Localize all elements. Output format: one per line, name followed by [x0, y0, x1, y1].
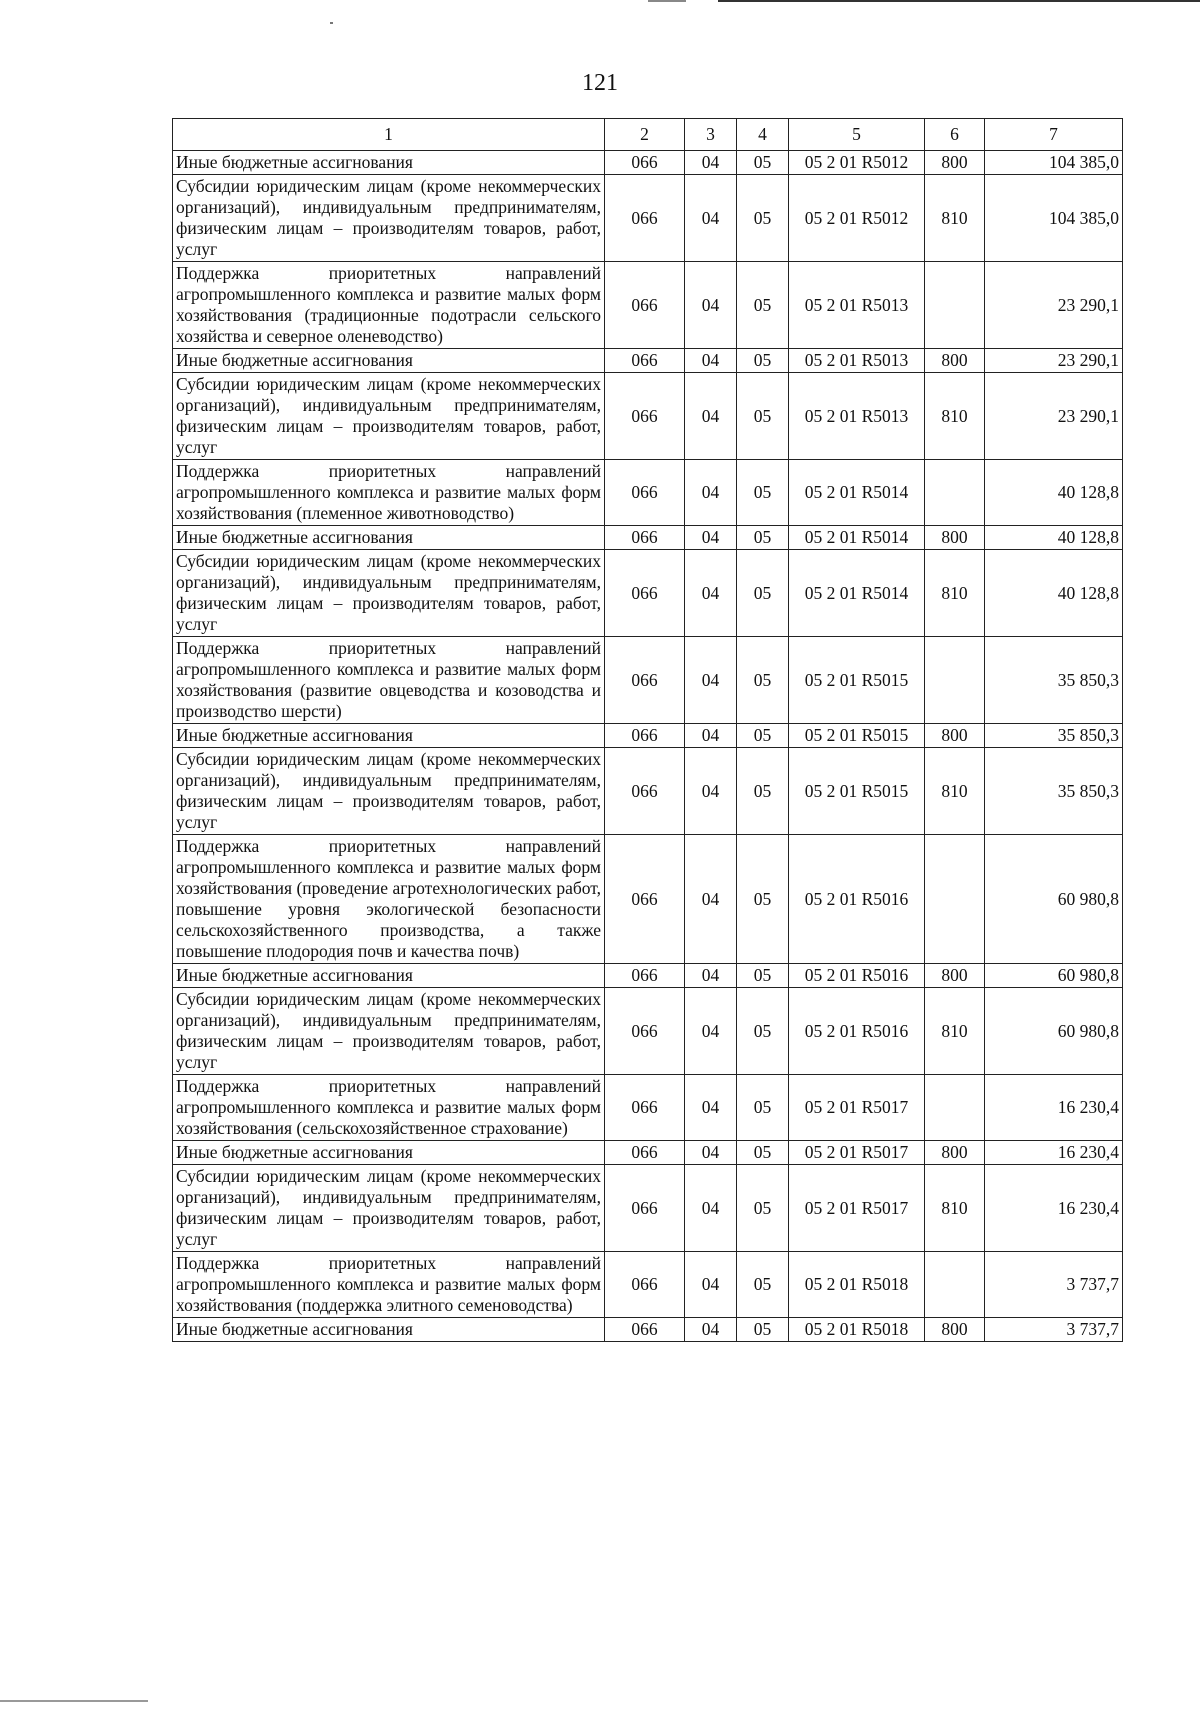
col-header-subsection: 4: [737, 119, 789, 151]
col-header-expense-type: 6: [925, 119, 985, 151]
target-article-cell: 05 2 01 R5017: [789, 1141, 925, 1165]
col-header-target-article: 5: [789, 119, 925, 151]
row-name-cell: Иные бюджетные ассигнования: [173, 724, 605, 748]
table-row: [173, 835, 1123, 964]
target-article-cell: 05 2 01 R5012: [789, 151, 925, 175]
section-cell: 04: [685, 460, 737, 526]
table-row: [173, 460, 1123, 526]
table-row: [173, 1252, 1123, 1318]
ministry-code-cell: 066: [605, 151, 685, 175]
expense-type-cell: 800: [925, 724, 985, 748]
section-cell: 04: [685, 175, 737, 262]
target-article-cell: 05 2 01 R5013: [789, 373, 925, 460]
amount-cell: 60 980,8: [985, 964, 1123, 988]
ministry-code-cell: 066: [605, 1075, 685, 1141]
expense-type-cell: 810: [925, 748, 985, 835]
target-article-cell: 05 2 01 R5017: [789, 1075, 925, 1141]
section-cell: 04: [685, 262, 737, 349]
row-name-cell: Поддержка приоритетных направлений агропромышленного комплекса и развитие малых форм хозяйствования (поддержка элитного семеноводства): [173, 1252, 605, 1318]
target-article-cell: 05 2 01 R5014: [789, 526, 925, 550]
row-name-cell: Поддержка приоритетных направлений агропромышленного комплекса и развитие малых форм хозяйствования (сельскохозяйственное страхование): [173, 1075, 605, 1141]
subsection-cell: 05: [737, 1075, 789, 1141]
row-name-cell: Субсидии юридическим лицам (кроме некоммерческих организаций), индивидуальным предпринимателям, физическим лицам – производителям товаров, работ, услуг: [173, 373, 605, 460]
table-row: [173, 1165, 1123, 1252]
ministry-code-cell: 066: [605, 1165, 685, 1252]
section-cell: 04: [685, 1252, 737, 1318]
col-header-section: 3: [685, 119, 737, 151]
target-article-cell: 05 2 01 R5015: [789, 724, 925, 748]
col-header-amount: 7: [985, 119, 1123, 151]
section-cell: 04: [685, 349, 737, 373]
row-name-cell: Поддержка приоритетных направлений агропромышленного комплекса и развитие малых форм хозяйствования (племенное животноводство): [173, 460, 605, 526]
row-name-cell: Субсидии юридическим лицам (кроме некоммерческих организаций), индивидуальным предпринимателям, физическим лицам – производителям товаров, работ, услуг: [173, 175, 605, 262]
table-row: [173, 724, 1123, 748]
row-name-cell: Иные бюджетные ассигнования: [173, 1318, 605, 1342]
ministry-code-cell: 066: [605, 724, 685, 748]
ministry-code-cell: 066: [605, 175, 685, 262]
subsection-cell: 05: [737, 1318, 789, 1342]
amount-cell: 3 737,7: [985, 1252, 1123, 1318]
expense-type-cell: 800: [925, 964, 985, 988]
table-row: [173, 748, 1123, 835]
expense-type-cell: 800: [925, 349, 985, 373]
expense-type-cell: 810: [925, 373, 985, 460]
row-name-cell: Поддержка приоритетных направлений агропромышленного комплекса и развитие малых форм хозяйствования (традиционные подотрасли сельского хозяйства и северное оленеводство): [173, 262, 605, 349]
scan-edge-line: [0, 1700, 148, 1702]
expense-type-cell: [925, 835, 985, 964]
target-article-cell: 05 2 01 R5013: [789, 262, 925, 349]
section-cell: 04: [685, 373, 737, 460]
expense-type-cell: 810: [925, 1165, 985, 1252]
target-article-cell: 05 2 01 R5016: [789, 835, 925, 964]
subsection-cell: 05: [737, 964, 789, 988]
row-name-cell: Субсидии юридическим лицам (кроме некоммерческих организаций), индивидуальным предпринимателям, физическим лицам – производителям товаров, работ, услуг: [173, 1165, 605, 1252]
target-article-cell: 05 2 01 R5017: [789, 1165, 925, 1252]
target-article-cell: 05 2 01 R5014: [789, 550, 925, 637]
target-article-cell: 05 2 01 R5015: [789, 748, 925, 835]
section-cell: 04: [685, 1165, 737, 1252]
amount-cell: 23 290,1: [985, 349, 1123, 373]
subsection-cell: 05: [737, 748, 789, 835]
subsection-cell: 05: [737, 460, 789, 526]
subsection-cell: 05: [737, 637, 789, 724]
expense-type-cell: [925, 637, 985, 724]
expense-type-cell: 800: [925, 151, 985, 175]
table-row: [173, 262, 1123, 349]
section-cell: 04: [685, 550, 737, 637]
target-article-cell: 05 2 01 R5016: [789, 964, 925, 988]
subsection-cell: 05: [737, 175, 789, 262]
budget-table: [172, 118, 1123, 1342]
ministry-code-cell: 066: [605, 1141, 685, 1165]
page-number: 121: [582, 70, 618, 96]
row-name-cell: Иные бюджетные ассигнования: [173, 349, 605, 373]
target-article-cell: 05 2 01 R5014: [789, 460, 925, 526]
amount-cell: 23 290,1: [985, 373, 1123, 460]
ministry-code-cell: 066: [605, 1252, 685, 1318]
row-name-cell: Иные бюджетные ассигнования: [173, 526, 605, 550]
ministry-code-cell: 066: [605, 988, 685, 1075]
amount-cell: 104 385,0: [985, 175, 1123, 262]
target-article-cell: 05 2 01 R5013: [789, 349, 925, 373]
row-name-cell: Субсидии юридическим лицам (кроме некоммерческих организаций), индивидуальным предпринимателям, физическим лицам – производителям товаров, работ, услуг: [173, 748, 605, 835]
header-row: [173, 119, 1123, 151]
expense-type-cell: 800: [925, 526, 985, 550]
amount-cell: 16 230,4: [985, 1141, 1123, 1165]
ministry-code-cell: 066: [605, 637, 685, 724]
target-article-cell: 05 2 01 R5018: [789, 1252, 925, 1318]
section-cell: 04: [685, 1075, 737, 1141]
row-name-cell: Субсидии юридическим лицам (кроме некоммерческих организаций), индивидуальным предпринимателям, физическим лицам – производителям товаров, работ, услуг: [173, 988, 605, 1075]
table-row: [173, 1141, 1123, 1165]
section-cell: 04: [685, 1318, 737, 1342]
amount-cell: 16 230,4: [985, 1165, 1123, 1252]
ministry-code-cell: 066: [605, 349, 685, 373]
table-body: [173, 151, 1123, 1342]
expense-type-cell: 810: [925, 988, 985, 1075]
section-cell: 04: [685, 724, 737, 748]
expense-type-cell: [925, 1075, 985, 1141]
table-row: [173, 1318, 1123, 1342]
target-article-cell: 05 2 01 R5016: [789, 988, 925, 1075]
subsection-cell: 05: [737, 151, 789, 175]
expense-type-cell: [925, 1252, 985, 1318]
expense-type-cell: 810: [925, 550, 985, 637]
subsection-cell: 05: [737, 724, 789, 748]
row-name-cell: Поддержка приоритетных направлений агропромышленного комплекса и развитие малых форм хозяйствования (проведение агротехнологических работ, повышение уровня экологической безопасности сельскохозяйственного производства, а также повышение плодородия почв и качества почв): [173, 835, 605, 964]
scan-edge-line: [718, 0, 1200, 2]
table-row: [173, 349, 1123, 373]
subsection-cell: 05: [737, 349, 789, 373]
scan-speck: [330, 22, 333, 24]
subsection-cell: 05: [737, 1252, 789, 1318]
amount-cell: 16 230,4: [985, 1075, 1123, 1141]
expense-type-cell: 800: [925, 1318, 985, 1342]
table-row: [173, 373, 1123, 460]
row-name-cell: Субсидии юридическим лицам (кроме некоммерческих организаций), индивидуальным предпринимателям, физическим лицам – производителям товаров, работ, услуг: [173, 550, 605, 637]
expense-type-cell: [925, 460, 985, 526]
section-cell: 04: [685, 1141, 737, 1165]
section-cell: 04: [685, 637, 737, 724]
amount-cell: 35 850,3: [985, 637, 1123, 724]
section-cell: 04: [685, 835, 737, 964]
amount-cell: 40 128,8: [985, 550, 1123, 637]
section-cell: 04: [685, 526, 737, 550]
amount-cell: 35 850,3: [985, 748, 1123, 835]
section-cell: 04: [685, 964, 737, 988]
table-row: [173, 964, 1123, 988]
ministry-code-cell: 066: [605, 460, 685, 526]
target-article-cell: 05 2 01 R5015: [789, 637, 925, 724]
table-row: [173, 637, 1123, 724]
table-row: [173, 175, 1123, 262]
ministry-code-cell: 066: [605, 550, 685, 637]
subsection-cell: 05: [737, 526, 789, 550]
target-article-cell: 05 2 01 R5012: [789, 175, 925, 262]
section-cell: 04: [685, 151, 737, 175]
col-header-name: 1: [173, 119, 605, 151]
ministry-code-cell: 066: [605, 748, 685, 835]
section-cell: 04: [685, 748, 737, 835]
amount-cell: 104 385,0: [985, 151, 1123, 175]
amount-cell: 23 290,1: [985, 262, 1123, 349]
ministry-code-cell: 066: [605, 526, 685, 550]
col-header-ministry: 2: [605, 119, 685, 151]
amount-cell: 40 128,8: [985, 460, 1123, 526]
row-name-cell: Поддержка приоритетных направлений агропромышленного комплекса и развитие малых форм хозяйствования (развитие овцеводства и козоводства и производство шерсти): [173, 637, 605, 724]
table-row: [173, 988, 1123, 1075]
subsection-cell: 05: [737, 1141, 789, 1165]
row-name-cell: Иные бюджетные ассигнования: [173, 964, 605, 988]
subsection-cell: 05: [737, 1165, 789, 1252]
subsection-cell: 05: [737, 550, 789, 637]
table-row: [173, 526, 1123, 550]
subsection-cell: 05: [737, 835, 789, 964]
table-row: [173, 550, 1123, 637]
expense-type-cell: [925, 262, 985, 349]
ministry-code-cell: 066: [605, 262, 685, 349]
table-row: [173, 151, 1123, 175]
ministry-code-cell: 066: [605, 835, 685, 964]
amount-cell: 35 850,3: [985, 724, 1123, 748]
expense-type-cell: 800: [925, 1141, 985, 1165]
amount-cell: 3 737,7: [985, 1318, 1123, 1342]
expense-type-cell: 810: [925, 175, 985, 262]
amount-cell: 40 128,8: [985, 526, 1123, 550]
subsection-cell: 05: [737, 988, 789, 1075]
target-article-cell: 05 2 01 R5018: [789, 1318, 925, 1342]
ministry-code-cell: 066: [605, 1318, 685, 1342]
table-row: [173, 1075, 1123, 1141]
amount-cell: 60 980,8: [985, 988, 1123, 1075]
section-cell: 04: [685, 988, 737, 1075]
subsection-cell: 05: [737, 373, 789, 460]
subsection-cell: 05: [737, 262, 789, 349]
ministry-code-cell: 066: [605, 373, 685, 460]
row-name-cell: Иные бюджетные ассигнования: [173, 1141, 605, 1165]
scan-edge-line: [648, 0, 686, 2]
ministry-code-cell: 066: [605, 964, 685, 988]
row-name-cell: Иные бюджетные ассигнования: [173, 151, 605, 175]
amount-cell: 60 980,8: [985, 835, 1123, 964]
